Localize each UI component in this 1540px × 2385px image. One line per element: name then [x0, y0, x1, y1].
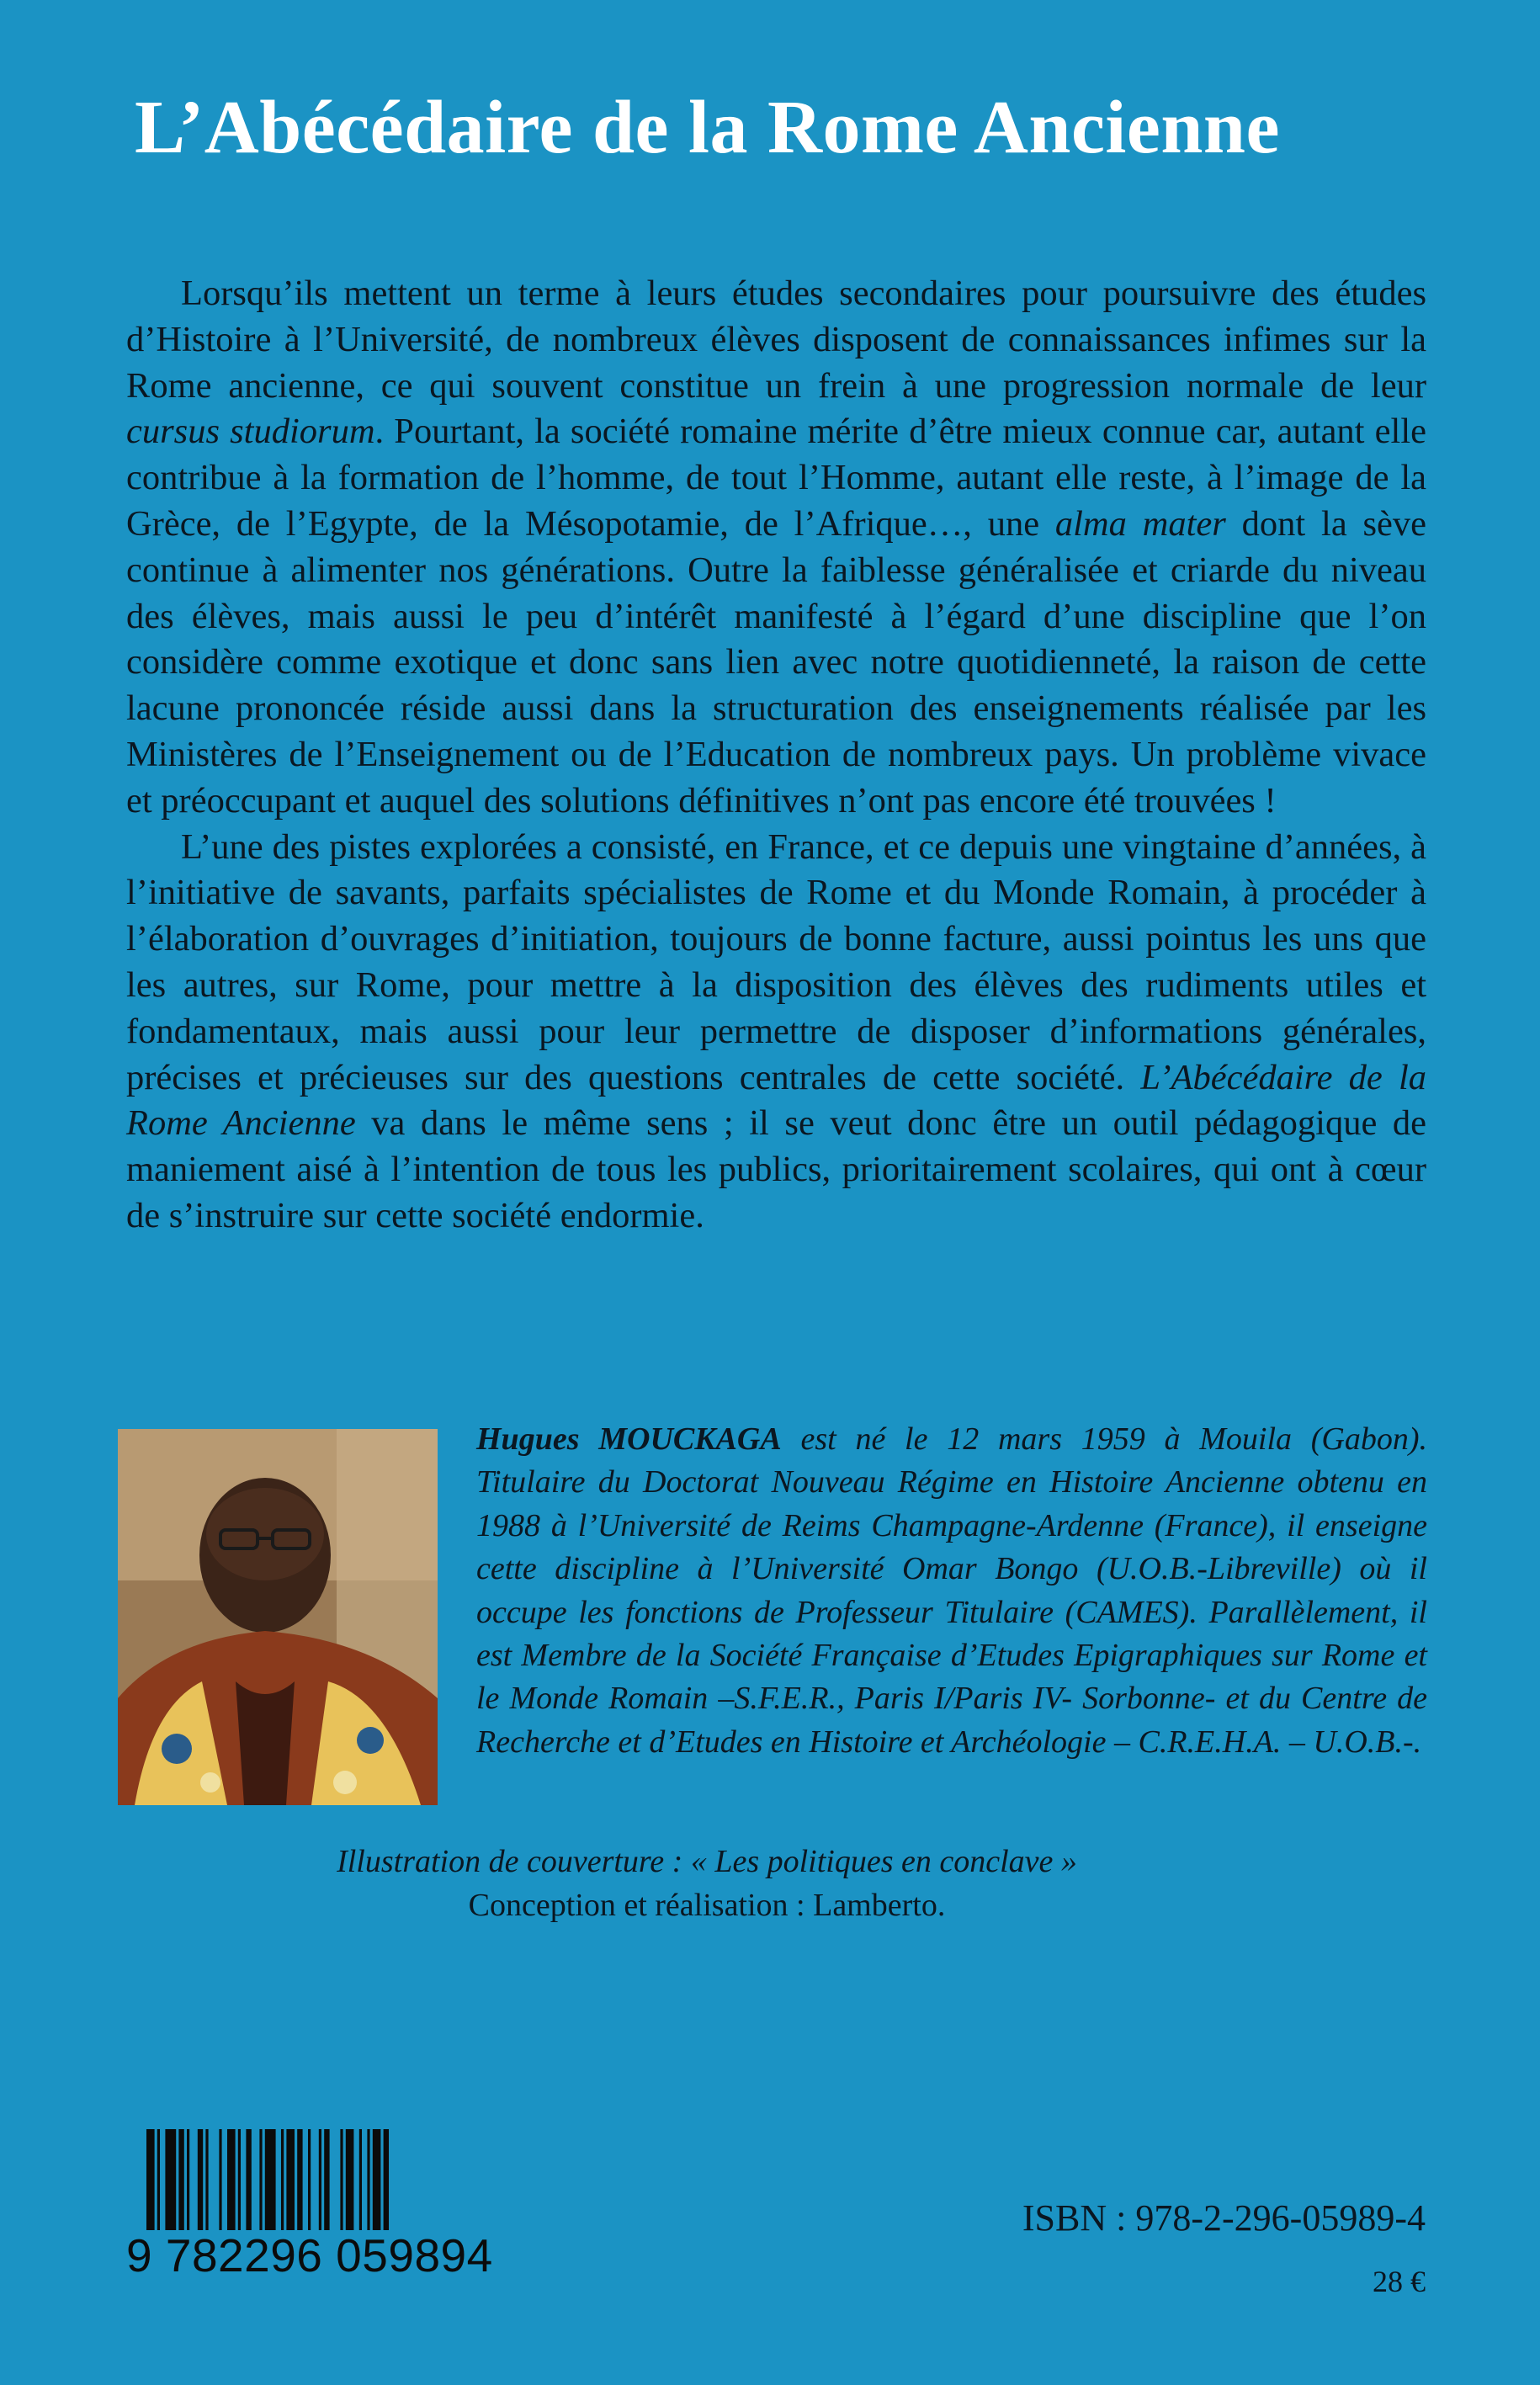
- design-credit: Conception et réalisation : Lamberto.: [468, 1888, 946, 1923]
- author-name: Hugues MOUCKAGA: [476, 1421, 782, 1457]
- author-biography: Hugues MOUCKAGA est né le 12 mars 1959 à Mouila (Gabon). Titulaire du Doctorat Nouveau Régime en Histoire Ancienne obtenu en 1988 à l’Université de Reims Champagne-Ardenne (France), il enseigne cette discipline à l’Université Omar Bongo (U.O.B.-Libreville) où il occupe les fonctions de Professeur Titulaire (CAMES). Parallèlement, il est Membre de la Société Française d’Etudes Epigraphiques sur Rome et le Monde Romain –S.F.E.R., Paris I/Paris IV- Sorbonne- et du Centre de Recherche et d’Etudes en Histoire et Archéologie – C.R.E.H.A. – U.O.B.-.: [476, 1421, 1427, 1760]
- author-photo: [118, 1429, 438, 1805]
- price: 28 €: [1373, 2265, 1426, 2298]
- blurb-paragraph-2: L’une des pistes explorées a consisté, en France, et ce depuis une vingtaine d’années, à l’initiative de savants, parfaits spécialistes de Rome et du Monde Romain, à procéder à l’élaboration d’ouvrages d’initiation, toujours de bonne facture, aussi pointus les uns que les autres, sur Rome, pour mettre à la disposition des élèves des rudiments utiles et fondamentaux, mais aussi pour leur permettre de disposer d’informations générales, précises et précieuses sur des questions centrales de cette société. L’Abécédaire de la Rome Ancienne va dans le même sens ; il se veut donc être un outil pédagogique de maniement aisé à l’intention de tous les publics, prioritairement scolaires, qui ont à cœur de s’instruire sur cette société endormie.: [126, 826, 1426, 1235]
- blurb-paragraph-1: Lorsqu’ils mettent un terme à leurs études secondaires pour poursuivre des études d’Histoire à l’Université, de nombreux élèves disposent de connaissances infimes sur la Rome ancienne, ce qui souvent constitue un frein à une progression normale de leur cursus studiorum. Pourtant, la société romaine mérite d’être mieux connue car, autant elle contribue à la formation de l’homme, de tout l’Homme, autant elle reste, à l’image de la Grèce, de l’Egypte, de la Mésopotamie, de l’Afrique…, une alma mater dont la sève continue à alimenter nos générations. Outre la faiblesse généralisée et criarde du niveau des élèves, mais aussi le peu d’intérêt manifesté à l’égard d’une discipline que l’on considère comme exotique et donc sans lien avec notre quotidienneté, la raison de cette lacune prononcée réside aussi dans la structuration des enseignements réalisée par les Ministères de l’Enseignement ou de l’Education de nombreux pays. Un problème vivace et préoccupant et auquel des solutions définitives n’ont pas encore été trouvées !: [126, 274, 1427, 821]
- credits: [286, 1840, 1128, 1927]
- book-title: L’Abécédaire de la Rome Ancienne: [135, 86, 1280, 169]
- illustration-credit: Illustration de couverture : « Les politiques en conclave »: [337, 1844, 1077, 1879]
- back-cover-blurb: [126, 271, 1426, 1240]
- barcode-digits: 9 782296 059894: [126, 2229, 493, 2281]
- isbn: ISBN : 978-2-296-05989-4: [1022, 2197, 1426, 2239]
